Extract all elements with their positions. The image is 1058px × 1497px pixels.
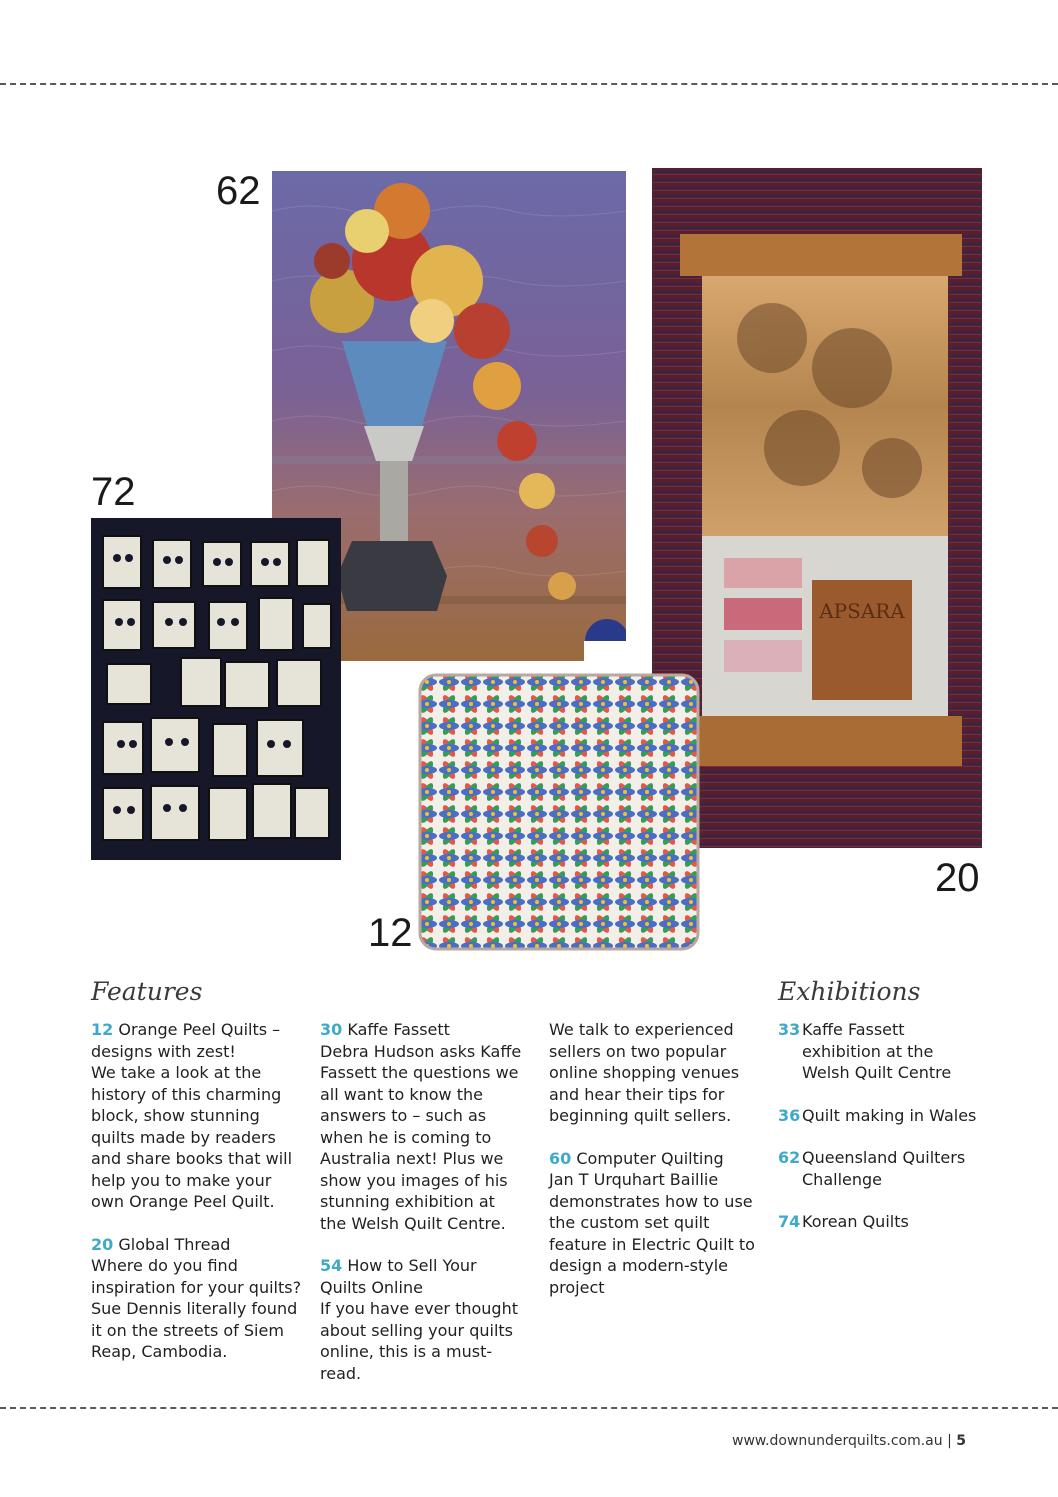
feature-title: Global Thread xyxy=(118,1234,231,1254)
features-column-3 xyxy=(549,1019,761,1319)
feature-description: Where do you find inspiration for your quilts? Sue Dennis literally found it on the streets of Siem Reap, Cambodia. xyxy=(91,1256,302,1361)
page-footer xyxy=(732,1433,966,1449)
features-column-1 xyxy=(91,1019,306,1384)
korean-masks-quilt-photo xyxy=(91,518,341,860)
exhibition-page-number: 74 xyxy=(778,1212,801,1231)
exhibition-entry-korean[interactable] xyxy=(778,1211,978,1233)
feature-page-number: 20 xyxy=(91,1234,114,1254)
features-heading: Features xyxy=(91,977,203,1006)
exhibition-title: Kaffe Fassett exhibition at the Welsh Quilt Centre xyxy=(802,1020,952,1082)
exhibition-title: Korean Quilts xyxy=(802,1212,909,1231)
feature-page-number: 12 xyxy=(91,1020,114,1039)
footer-page-number: 5 xyxy=(956,1433,966,1449)
feature-title: Kaffe Fassett xyxy=(347,1020,450,1039)
exhibition-entry-queensland[interactable] xyxy=(778,1147,978,1190)
page-number-72: 72 xyxy=(91,470,136,514)
feature-entry-computer-quilting[interactable] xyxy=(549,1148,761,1299)
features-column-2 xyxy=(320,1019,525,1405)
exhibitions-heading: Exhibitions xyxy=(778,977,921,1006)
feature-description: We talk to experienced sellers on two popular online shopping venues and hear their tips for beginning quilt sellers. xyxy=(549,1020,740,1125)
apsara-label: APSARA xyxy=(819,599,905,623)
feature-page-number: 60 xyxy=(549,1148,572,1168)
feature-page-number: 30 xyxy=(320,1020,343,1039)
feature-entry-sell-online-continued xyxy=(549,1019,761,1127)
feature-description: We take a look at the history of this charming block, show stunning quilts made by readers and share books that will help you to make your own Orange Peel Quilt. xyxy=(91,1063,293,1211)
exhibition-title: Queensland Quilters Challenge xyxy=(802,1148,966,1189)
exhibition-entry-wales[interactable] xyxy=(778,1105,978,1127)
feature-entry-orange-peel[interactable] xyxy=(91,1019,306,1213)
orange-peel-quilt-photo xyxy=(416,671,702,953)
feature-entry-kaffe-fassett[interactable] xyxy=(320,1019,525,1234)
exhibition-title: Quilt making in Wales xyxy=(802,1105,977,1125)
exhibition-page-number: 36 xyxy=(778,1105,801,1125)
footer-url[interactable]: www.downunderquilts.com.au xyxy=(732,1433,943,1449)
feature-title: Computer Quilting xyxy=(576,1148,724,1168)
page-number-12: 12 xyxy=(368,911,413,955)
feature-title: How to Sell Your Quilts Online xyxy=(320,1256,477,1297)
feature-description: If you have ever thought about selling your quilts online, this is a must-read. xyxy=(320,1299,518,1383)
exhibition-entry-kaffe-fassett[interactable] xyxy=(778,1019,978,1084)
top-divider xyxy=(0,83,1058,85)
exhibition-page-number: 62 xyxy=(778,1148,801,1167)
feature-description: Jan T Urquhart Baillie demonstrates how to use the custom set quilt feature in Electric Quilt to design a modern-style project xyxy=(549,1170,755,1297)
feature-entry-global-thread[interactable] xyxy=(91,1234,306,1363)
footer-separator: | xyxy=(947,1433,952,1449)
page-number-20: 20 xyxy=(935,856,980,900)
bottom-divider xyxy=(0,1407,1058,1409)
feature-page-number: 54 xyxy=(320,1256,343,1275)
feature-title: Orange Peel Quilts – designs with zest! xyxy=(91,1020,281,1061)
feature-description: Debra Hudson asks Kaffe Fassett the questions we all want to know the answers to – such as when he is coming to Australia next! Plus we show you images of his stunning exhibition at the Welsh Quilt Centre. xyxy=(320,1041,522,1233)
exhibitions-column xyxy=(778,1019,978,1254)
exhibition-page-number: 33 xyxy=(778,1020,801,1039)
page-number-62: 62 xyxy=(216,169,261,213)
feature-entry-sell-online[interactable] xyxy=(320,1255,525,1384)
